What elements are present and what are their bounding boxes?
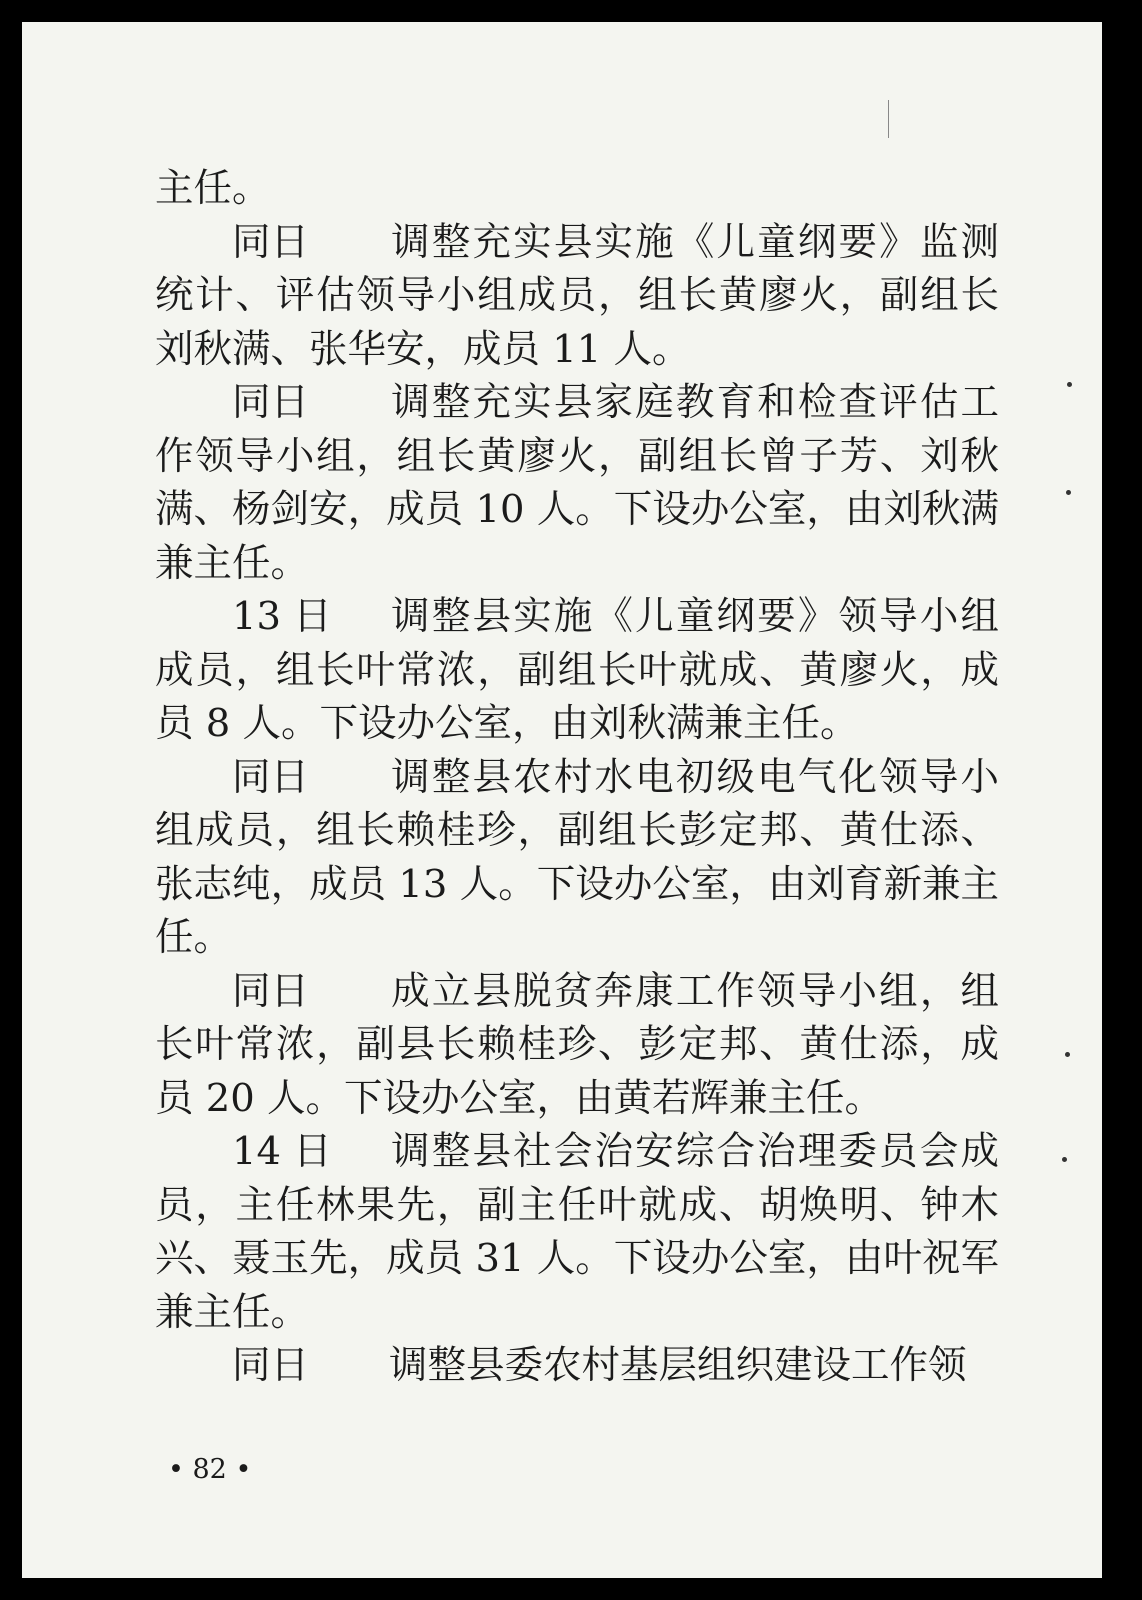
paragraph-text: 主任。 [155, 166, 271, 211]
scan-speck [1066, 490, 1071, 495]
entry-date: 同日 [232, 380, 310, 425]
page-number: • 82 • [168, 1454, 252, 1485]
chronicle-text [155, 162, 999, 1393]
scan-speck [1065, 1052, 1070, 1057]
entry-date: 同日 [232, 968, 310, 1014]
margin-tick-mark [888, 100, 889, 138]
chronicle-entry [155, 376, 999, 590]
chronicle-entry [155, 965, 999, 1126]
chronicle-entry [155, 1339, 999, 1393]
entry-text: 调整县实施《儿童纲要》领导小组成员，组长叶常浓，副组长叶就成、黄廖火，成员 8 人。下设办公室，由刘秋满兼主任。 [155, 594, 999, 746]
chronicle-entry [155, 1125, 999, 1339]
entry-text: 成立县脱贫奔康工作领导小组，组长叶常浓，副县长赖桂珍、彭定邦、黄仕添，成员 20 人。下设办公室，由黄若辉兼主任。 [155, 968, 999, 1121]
entry-text: 调整充实县家庭教育和检查评估工作领导小组，组长黄廖火，副组长曾子芳、刘秋满、杨剑安，成员 10 人。下设办公室，由刘秋满兼主任。 [155, 380, 999, 586]
document-page [22, 22, 1102, 1578]
scan-speck [1062, 1157, 1067, 1162]
entry-date: 同日 [232, 1343, 310, 1388]
entry-text: 调整充实县实施《儿童纲要》监测统计、评估领导小组成员，组长黄廖火，副组长刘秋满、张华安，成员 11 人。 [155, 219, 999, 372]
chronicle-entry [155, 751, 999, 965]
entry-date: 同日 [232, 754, 310, 800]
scan-speck [1067, 382, 1072, 387]
paragraph-continuation [155, 162, 999, 216]
entry-date: 14 日 [232, 1129, 332, 1174]
entry-text: 调整县社会治安综合治理委员会成员，主任林果先，副主任叶就成、胡焕明、钟木兴、聂玉先，成员 31 人。下设办公室，由叶祝军兼主任。 [155, 1129, 999, 1335]
entry-text: 调整县委农村基层组织建设工作领 [389, 1343, 967, 1388]
entry-text: 调整县农村水电初级电气化领导小组成员，组长赖桂珍，副组长彭定邦、黄仕添、张志纯，成员 13 人。下设办公室，由刘育新兼主任。 [155, 754, 999, 960]
chronicle-entry [155, 590, 999, 751]
entry-date: 同日 [232, 219, 310, 265]
entry-date: 13 日 [232, 594, 332, 639]
chronicle-entry [155, 216, 999, 377]
